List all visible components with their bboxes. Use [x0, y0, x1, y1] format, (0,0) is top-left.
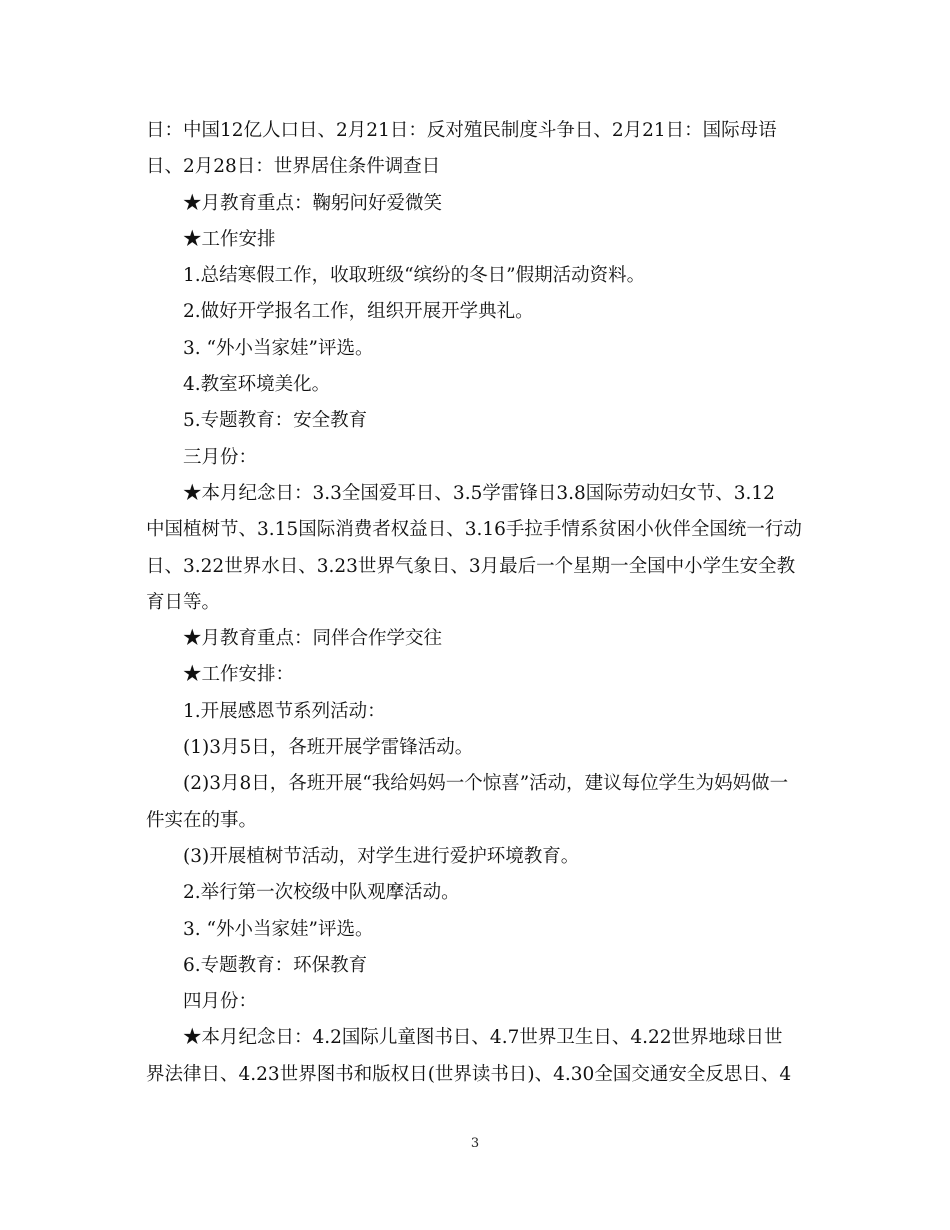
text-line: 4.教室环境美化。 — [183, 374, 331, 396]
text-line: 日、2月28日：世界居住条件调查日 — [146, 156, 441, 178]
section-heading: 三月份： — [183, 446, 258, 468]
text-line: 中国植树节、3.15国际消费者权益日、3.16手拉手情系贫困小伙伴全国统一行动 — [146, 519, 802, 541]
text-line: ★工作安排 — [183, 228, 276, 250]
text-line: (2)3月8日，各班开展“我给妈妈一个惊喜”活动，建议每位学生为妈妈做一 — [183, 773, 789, 795]
text-line: 2.举行第一次校级中队观摩活动。 — [183, 882, 460, 904]
text-line: 育日等。 — [146, 591, 221, 613]
text-line: 日、3.22世界水日、3.23世界气象日、3月最后一个星期一全国中小学生安全教 — [146, 555, 796, 577]
text-line: ★月教育重点：同伴合作学交往 — [183, 628, 443, 650]
text-line: ★本月纪念日：4.2国际儿童图书日、4.7世界卫生日、4.22世界地球日世 — [183, 1027, 783, 1049]
text-line: 1.总结寒假工作，收取班级“缤纷的冬日”假期活动资料。 — [183, 265, 646, 287]
text-line: 件实在的事。 — [146, 809, 258, 831]
text-line: 2.做好开学报名工作，组织开展开学典礼。 — [183, 301, 534, 323]
text-line: 界法律日、4.23世界图书和版权日(世界读书日)、4.30全国交通安全反思日、4 — [146, 1063, 792, 1085]
text-line: (3)开展植树节活动，对学生进行爱护环境教育。 — [183, 845, 580, 867]
text-line: ★月教育重点：鞠躬问好爱微笑 — [183, 192, 443, 214]
text-line: 5.专题教育：安全教育 — [183, 410, 368, 432]
text-line: (1)3月5日，各班开展学雷锋活动。 — [183, 737, 474, 759]
text-line: 6.专题教育：环保教育 — [183, 954, 368, 976]
text-line: 3. “外小当家娃”评选。 — [183, 337, 374, 359]
document-body — [146, 113, 806, 1093]
text-line: 日：中国12亿人口日、2月21日：反对殖民制度斗争日、2月21日：国际母语 — [146, 120, 777, 141]
text-line: 3. “外小当家娃”评选。 — [183, 918, 374, 940]
section-heading: 四月份： — [183, 991, 258, 1013]
text-line: ★本月纪念日：3.3全国爱耳日、3.5学雷锋日3.8国际劳动妇女节、3.12 — [183, 482, 775, 504]
text-line: 1.开展感恩节系列活动： — [183, 700, 386, 722]
page-number: 3 — [470, 1136, 480, 1151]
text-line: ★工作安排： — [183, 664, 295, 686]
